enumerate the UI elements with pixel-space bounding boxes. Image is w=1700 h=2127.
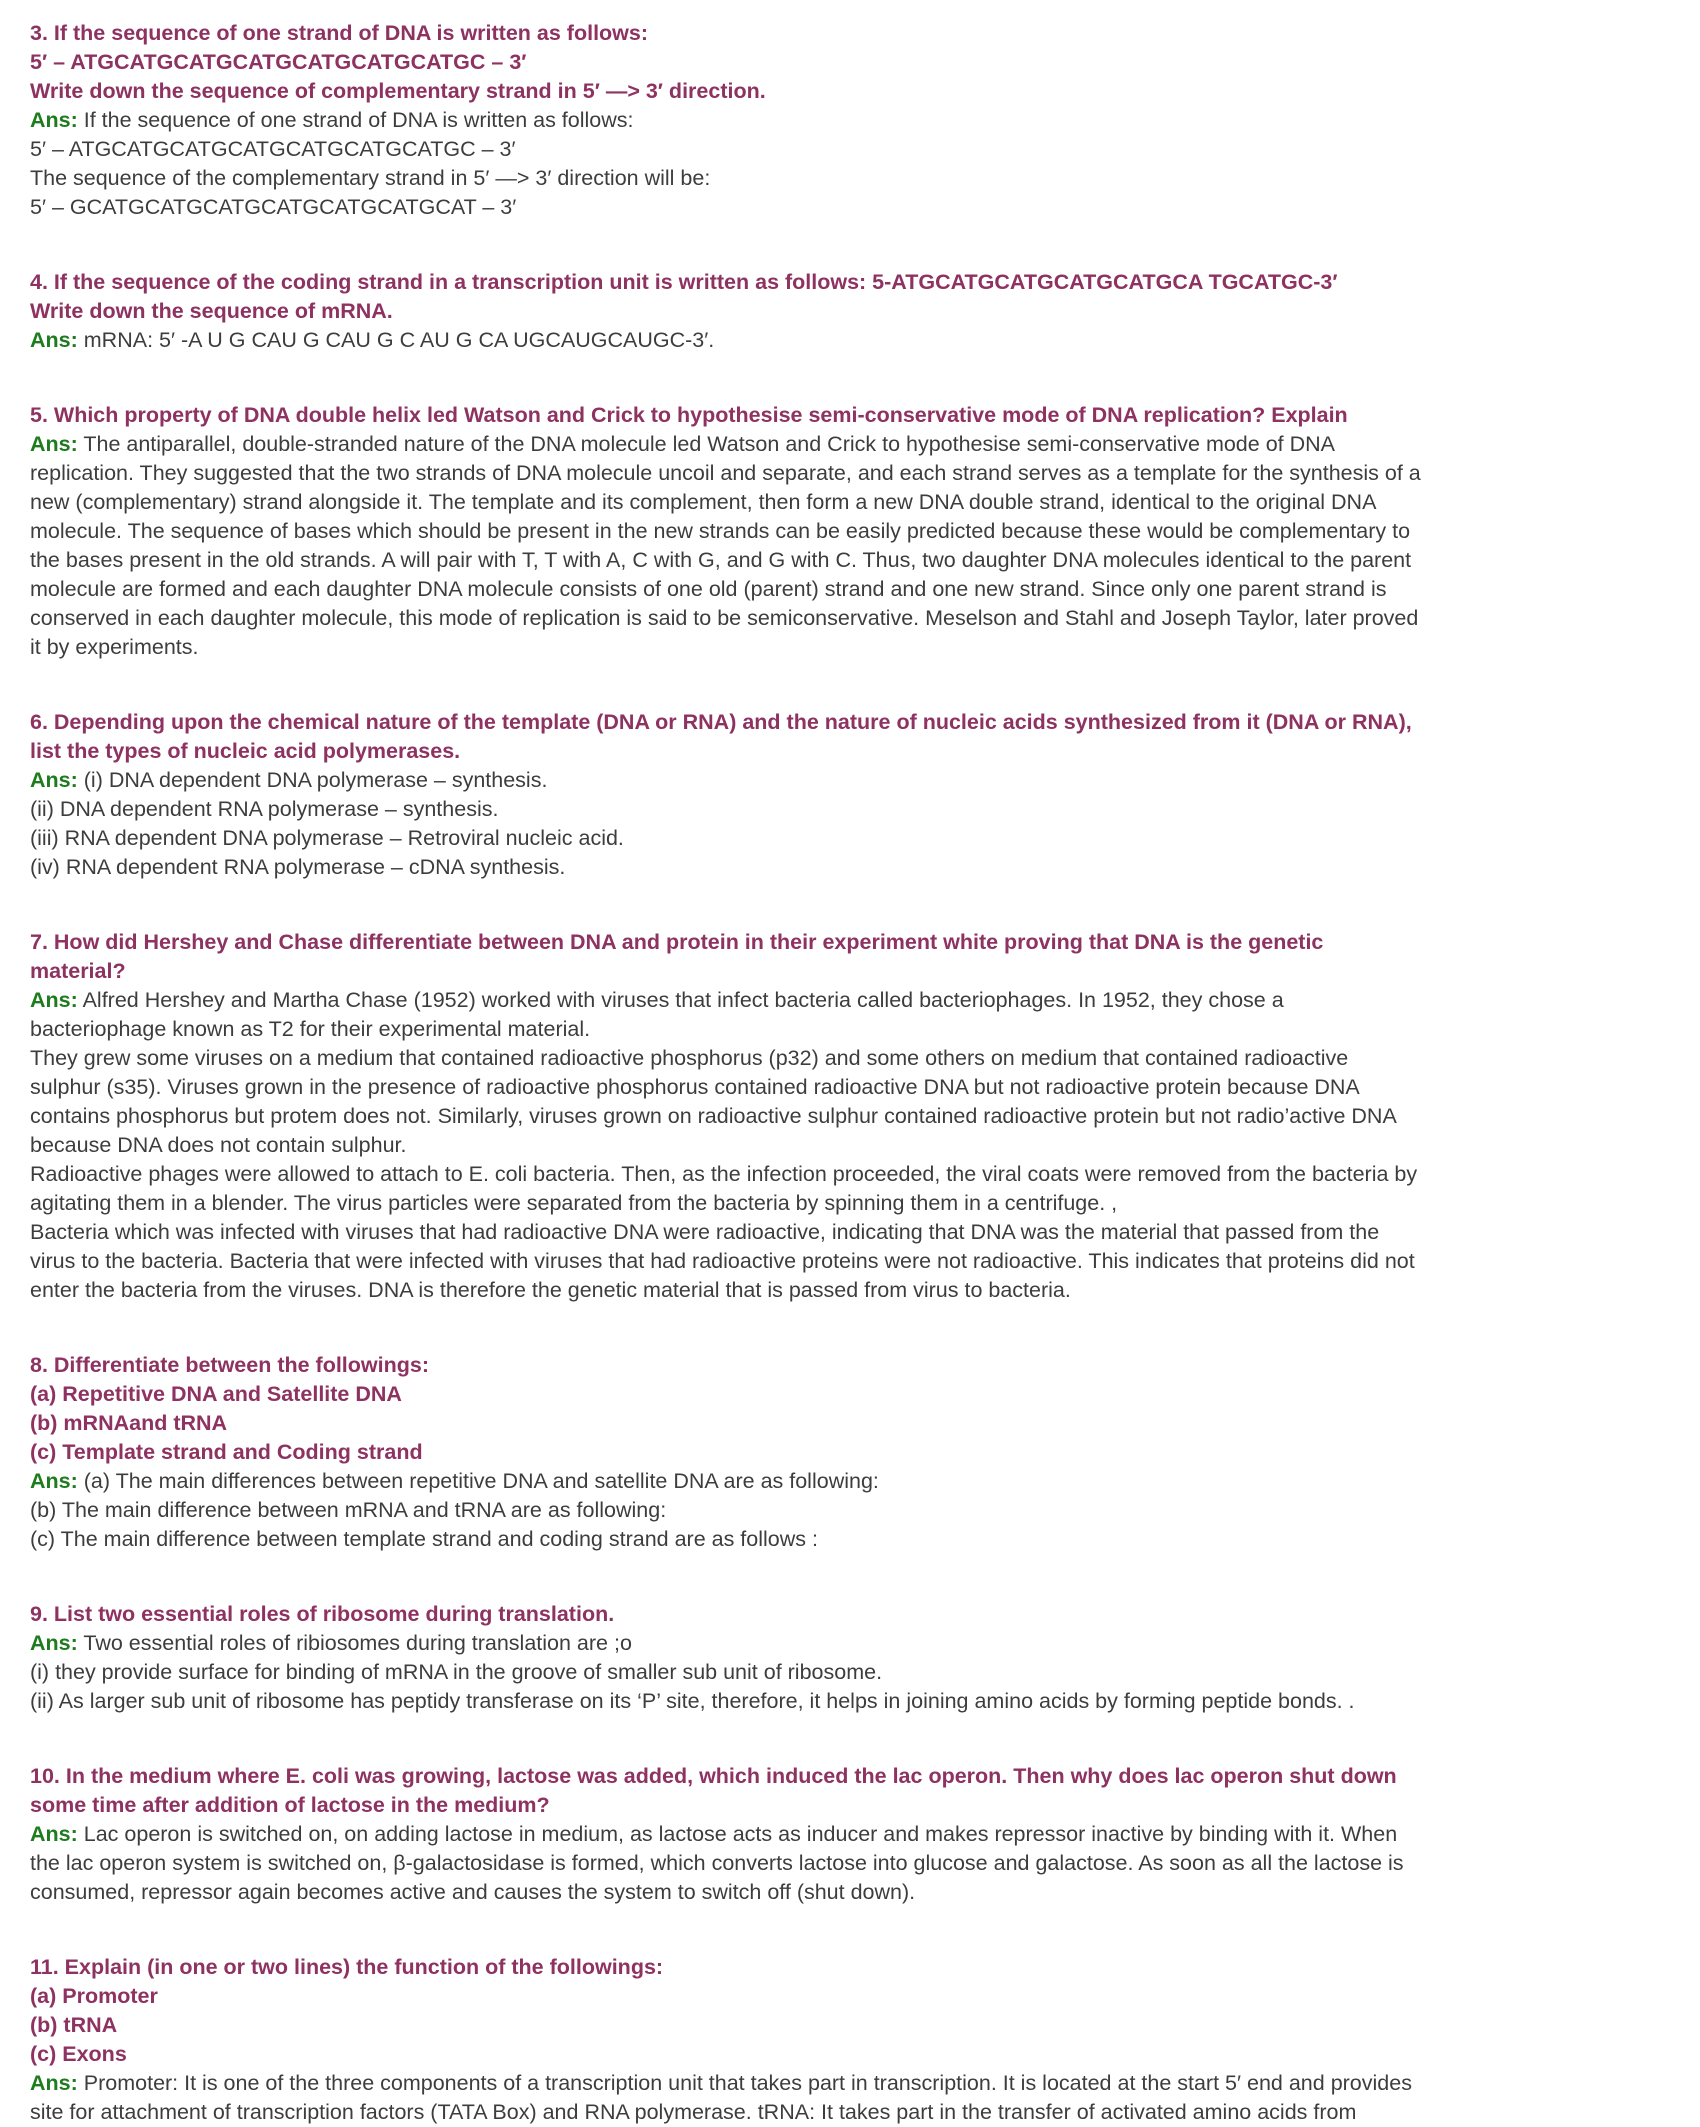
question-line: some time after addition of lactose in the medium? bbox=[30, 1793, 550, 1817]
qa-block bbox=[30, 1600, 1670, 1716]
answer bbox=[30, 2069, 1670, 2127]
question-line: 3. If the sequence of one strand of DNA is written as follows: bbox=[30, 21, 649, 45]
answer-line: (iv) RNA dependent RNA polymerase – cDNA synthesis. bbox=[30, 855, 566, 879]
answer-first-line bbox=[30, 1629, 1670, 1658]
answer bbox=[30, 326, 1670, 355]
answer-line: enter the bacteria from the viruses. DNA is therefore the genetic material that is passed from virus to bacteria. bbox=[30, 1278, 1071, 1302]
answer-text: (a) The main differences between repetitive DNA and satellite DNA are as following: bbox=[83, 1469, 879, 1493]
qa-block bbox=[30, 19, 1670, 222]
answer-line: site for attachment of transcription factors (TATA Box) and RNA polymerase. tRNA: It takes part in the transfer of activated amino acids from bbox=[30, 2100, 1357, 2124]
answer-first-line bbox=[30, 1467, 1670, 1496]
question-line: 6. Depending upon the chemical nature of the template (DNA or RNA) and the nature of nucleic acids synthesized from it (DNA or RNA), bbox=[30, 710, 1412, 734]
answer-line: new (complementary) strand alongside it. The template and its complement, then form a new DNA double strand, identical to the original DNA bbox=[30, 490, 1377, 514]
answer-line: bacteriophage known as T2 for their experimental material. bbox=[30, 1017, 591, 1041]
question bbox=[30, 1953, 1670, 2069]
answer-line: agitating them in a blender. The virus particles were separated from the bacteria by spinning them in a centrifuge. , bbox=[30, 1191, 1118, 1215]
answer-first-line bbox=[30, 430, 1670, 459]
question bbox=[30, 928, 1670, 986]
answer bbox=[30, 766, 1670, 882]
answer-line: (iii) RNA dependent DNA polymerase – Retroviral nucleic acid. bbox=[30, 826, 624, 850]
question bbox=[30, 1351, 1670, 1467]
ans-label: Ans: bbox=[30, 768, 78, 792]
question-line: (b) tRNA bbox=[30, 2013, 118, 2037]
question-line: (c) Template strand and Coding strand bbox=[30, 1440, 423, 1464]
answer bbox=[30, 106, 1670, 222]
answer-first-line bbox=[30, 326, 1670, 355]
answer bbox=[30, 1820, 1670, 1907]
ans-label: Ans: bbox=[30, 1469, 78, 1493]
answer-text: If the sequence of one strand of DNA is written as follows: bbox=[83, 108, 634, 132]
answer-line: (i) they provide surface for binding of mRNA in the groove of smaller sub unit of ribosome. bbox=[30, 1660, 883, 1684]
answer-line: They grew some viruses on a medium that contained radioactive phosphorus (p32) and some others on medium that contained radioactive bbox=[30, 1046, 1349, 1070]
question-line: 8. Differentiate between the followings: bbox=[30, 1353, 429, 1377]
ans-label: Ans: bbox=[30, 108, 78, 132]
question-line: (b) mRNAand tRNA bbox=[30, 1411, 228, 1435]
answer-line: (ii) As larger sub unit of ribosome has peptidy transferase on its ‘P’ site, therefore, it helps in joining amino acids by forming peptide bonds. . bbox=[30, 1689, 1355, 1713]
question-line: (c) Exons bbox=[30, 2042, 127, 2066]
answer-first-line bbox=[30, 1820, 1670, 1849]
ans-label: Ans: bbox=[30, 432, 78, 456]
answer bbox=[30, 430, 1670, 662]
answer-line: the bases present in the old strands. A will pair with T, T with A, C with G, and G with C. Thus, two daughter DNA molecules identical to the parent bbox=[30, 548, 1412, 572]
qa-block bbox=[30, 928, 1670, 1305]
answer-text: (i) DNA dependent DNA polymerase – synthesis. bbox=[83, 768, 548, 792]
answer-text: Promoter: It is one of the three components of a transcription unit that takes part in transcription. It is located at the start 5′ end and provides bbox=[83, 2071, 1412, 2095]
answer-text: Alfred Hershey and Martha Chase (1952) worked with viruses that infect bacteria called bacteriophages. In 1952, they chose a bbox=[82, 988, 1284, 1012]
ans-label: Ans: bbox=[30, 1631, 78, 1655]
answer-line: (c) The main difference between template strand and coding strand are as follows : bbox=[30, 1527, 818, 1551]
qa-block bbox=[30, 268, 1670, 355]
qa-block bbox=[30, 1953, 1670, 2127]
answer-line: molecule. The sequence of bases which should be present in the new strands can be easily predicted because these would be complementary to bbox=[30, 519, 1411, 543]
ans-label: Ans: bbox=[30, 988, 78, 1012]
answer-line: Bacteria which was infected with viruses that had radioactive DNA were radioactive, indicating that DNA was the material that passed from the bbox=[30, 1220, 1380, 1244]
answer-first-line bbox=[30, 986, 1670, 1015]
qa-block bbox=[30, 1351, 1670, 1554]
qa-block bbox=[30, 708, 1670, 882]
question bbox=[30, 1762, 1670, 1820]
answer-first-line bbox=[30, 106, 1670, 135]
question bbox=[30, 401, 1670, 430]
answer-line: contains phosphorus but protem does not. Similarly, viruses grown on radioactive sulphur contained radioactive protein but not radio’active DNA bbox=[30, 1104, 1397, 1128]
question-line: 5′ – ATGCATGCATGCATGCATGCATGCATGC – 3′ bbox=[30, 50, 527, 74]
answer-line: 5′ – ATGCATGCATGCATGCATGCATGCATGC – 3′ bbox=[30, 137, 516, 161]
question-line: material? bbox=[30, 959, 126, 983]
question bbox=[30, 1600, 1670, 1629]
answer-line: Radioactive phages were allowed to attach to E. coli bacteria. Then, as the infection proceeded, the viral coats were removed from the bacteria by bbox=[30, 1162, 1418, 1186]
question-line: 5. Which property of DNA double helix led Watson and Crick to hypothesise semi-conservative mode of DNA replication? Explain bbox=[30, 403, 1348, 427]
answer-line: replication. They suggested that the two strands of DNA molecule uncoil and separate, and each strand serves as a template for the synthesis of a bbox=[30, 461, 1421, 485]
answer-line: (ii) DNA dependent RNA polymerase – synthesis. bbox=[30, 797, 499, 821]
answer bbox=[30, 986, 1670, 1305]
answer-line: because DNA does not contain sulphur. bbox=[30, 1133, 407, 1157]
answer-line: consumed, repressor again becomes active and causes the system to switch off (shut down). bbox=[30, 1880, 916, 1904]
question bbox=[30, 268, 1670, 326]
question bbox=[30, 708, 1670, 766]
question-line: 7. How did Hershey and Chase differentiate between DNA and protein in their experiment white proving that DNA is the genetic bbox=[30, 930, 1324, 954]
qa-block bbox=[30, 401, 1670, 662]
answer-line: The sequence of the complementary strand in 5′ —> 3′ direction will be: bbox=[30, 166, 711, 190]
question-line: Write down the sequence of mRNA. bbox=[30, 299, 393, 323]
answer-line: (b) The main difference between mRNA and tRNA are as following: bbox=[30, 1498, 667, 1522]
question-line: 4. If the sequence of the coding strand in a transcription unit is written as follows: 5-ATGCATGCATGCATGCATGCA TGCATGC-3′ bbox=[30, 270, 1338, 294]
answer-first-line bbox=[30, 766, 1670, 795]
question-line: Write down the sequence of complementary strand in 5′ —> 3′ direction. bbox=[30, 79, 766, 103]
question-line: (a) Repetitive DNA and Satellite DNA bbox=[30, 1382, 402, 1406]
answer bbox=[30, 1467, 1670, 1554]
answer-line: molecule are formed and each daughter DNA molecule consists of one old (parent) strand and one new strand. Since only one parent strand is bbox=[30, 577, 1387, 601]
answer-text: mRNA: 5′ -A U G CAU G CAU G C AU G CA UGCAUGCAUGC-3′. bbox=[83, 328, 715, 352]
question-line: (a) Promoter bbox=[30, 1984, 158, 2008]
qa-block bbox=[30, 1762, 1670, 1907]
question bbox=[30, 19, 1670, 106]
question-line: 11. Explain (in one or two lines) the function of the followings: bbox=[30, 1955, 664, 1979]
answer-text: Lac operon is switched on, on adding lactose in medium, as lactose acts as inducer and makes repressor inactive by binding with it. When bbox=[83, 1822, 1398, 1846]
question-line: 9. List two essential roles of ribosome during translation. bbox=[30, 1602, 615, 1626]
answer-line: 5′ – GCATGCATGCATGCATGCATGCATGCAT – 3′ bbox=[30, 195, 517, 219]
question-line: list the types of nucleic acid polymerases. bbox=[30, 739, 461, 763]
answer-line: conserved in each daughter molecule, this mode of replication is said to be semiconservative. Meselson and Stahl and Joseph Taylor, later proved bbox=[30, 606, 1419, 630]
answer-line: sulphur (s35). Viruses grown in the presence of radioactive phosphorus contained radioactive DNA but not radioactive protein because DNA bbox=[30, 1075, 1360, 1099]
question-line: 10. In the medium where E. coli was growing, lactose was added, which induced the lac operon. Then why does lac operon shut down bbox=[30, 1764, 1397, 1788]
answer-first-line bbox=[30, 2069, 1670, 2098]
answer-text: The antiparallel, double-stranded nature of the DNA molecule led Watson and Crick to hypothesise semi-conservative mode of DNA bbox=[83, 432, 1335, 456]
answer-line: the lac operon system is switched on, β-galactosidase is formed, which converts lactose into glucose and galactose. As soon as all the lactose is bbox=[30, 1851, 1404, 1875]
answer-line: it by experiments. bbox=[30, 635, 199, 659]
ans-label: Ans: bbox=[30, 328, 78, 352]
ans-label: Ans: bbox=[30, 1822, 78, 1846]
answer-line: virus to the bacteria. Bacteria that were infected with viruses that had radioactive proteins were not radioactive. This indicates that proteins did not bbox=[30, 1249, 1415, 1273]
answer bbox=[30, 1629, 1670, 1716]
answer-text: Two essential roles of ribiosomes during translation are ;o bbox=[83, 1631, 632, 1655]
ans-label: Ans: bbox=[30, 2071, 78, 2095]
